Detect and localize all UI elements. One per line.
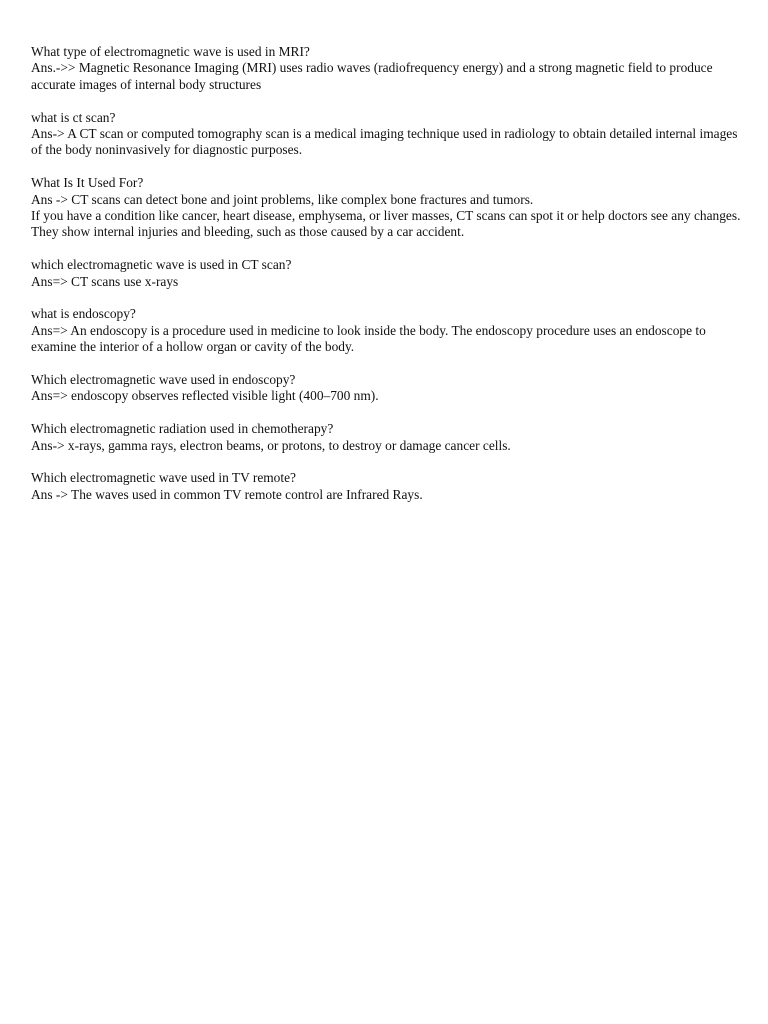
answer-text: Ans-> A CT scan or computed tomography scan is a medical imaging technique used in radiology to obtain detailed internal images of the body noninvasively for diagnostic purposes. (31, 126, 738, 158)
question-text: what is ct scan? (31, 109, 116, 125)
qa-block-ct-scan (31, 110, 741, 159)
answer-text: They show internal injuries and bleeding, such as those caused by a car accident. (31, 224, 465, 240)
question-text: which electromagnetic wave is used in CT scan? (31, 257, 292, 273)
answer-text: Ans=> CT scans use x-rays (31, 273, 179, 289)
answer-text: Ans=> endoscopy observes reflected visible light (400–700 nm). (31, 388, 379, 404)
qa-block-endoscopy-wave (31, 372, 741, 405)
qa-block-chemotherapy (31, 421, 741, 454)
qa-block-tv-remote (31, 470, 741, 503)
qa-block-mri (31, 44, 741, 93)
document-body (31, 44, 741, 520)
answer-text: Ans.->> Magnetic Resonance Imaging (MRI) uses radio waves (radiofrequency energy) and a strong magnetic field to produce accurate images of internal body structures (31, 60, 713, 92)
answer-text: If you have a condition like cancer, heart disease, emphysema, or liver masses, CT scans can spot it or help doctors see any changes. (31, 208, 741, 224)
question-text: Which electromagnetic radiation used in chemotherapy? (31, 421, 334, 437)
answer-text: Ans -> CT scans can detect bone and joint problems, like complex bone fractures and tumors. (31, 191, 534, 207)
qa-block-ct-wave (31, 257, 741, 290)
qa-block-ct-uses (31, 175, 741, 241)
answer-text: Ans=> An endoscopy is a procedure used in medicine to look inside the body. The endoscopy procedure uses an endoscope to examine the interior of a hollow organ or cavity of the body. (31, 322, 706, 355)
answer-text: Ans-> x-rays, gamma rays, electron beams, or protons, to destroy or damage cancer cells. (31, 437, 511, 453)
question-text: Which electromagnetic wave used in endoscopy? (31, 372, 296, 388)
question-text: what is endoscopy? (31, 306, 136, 322)
question-text: What Is It Used For? (31, 175, 144, 191)
question-text: Which electromagnetic wave used in TV remote? (31, 470, 296, 486)
question-text: What type of electromagnetic wave is used in MRI? (31, 44, 310, 59)
answer-text: Ans -> The waves used in common TV remote control are Infrared Rays. (31, 486, 423, 502)
qa-block-endoscopy (31, 306, 741, 355)
